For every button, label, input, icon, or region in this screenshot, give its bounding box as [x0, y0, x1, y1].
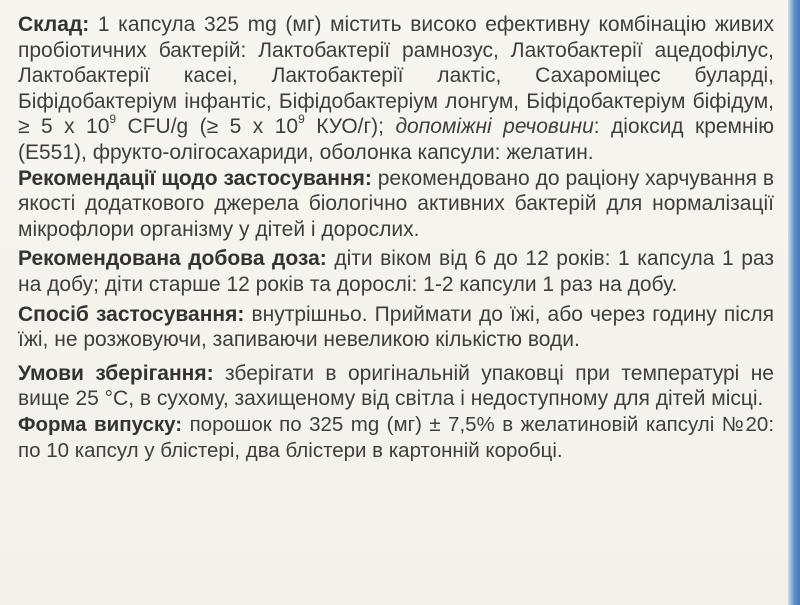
release-form-text: порошок по 325 mg (мг) ± 7,5% в желатиновій капсулі №20: по 10 капсул у блістері, два блістери в картонній коробці.	[18, 412, 775, 462]
storage-paragraph	[18, 361, 774, 412]
recommendations-text: рекомендовано до раціону харчування в якості додаткового джерела біологічно активних бактерій для нормалізації мікрофлори організму у дітей і дорослих.	[18, 166, 774, 241]
recommendations-paragraph	[18, 166, 774, 243]
composition-text-c: КУО/г);	[304, 115, 396, 139]
storage-text: зберігати в оригінальній упаковці при температурі не вище 25 °С, в сухому, захищеному від світла і недоступному для дітей місці.	[18, 361, 774, 411]
usage-text: внутрішньо. Приймати до їжі, або через годину після їжі, не розжовуючи, запиваючи невеликою кількістю води.	[18, 302, 774, 352]
excipients-label: допоміжні речовини	[395, 115, 594, 139]
composition-exponent-b: 9	[298, 112, 305, 127]
usage-paragraph	[18, 302, 774, 353]
composition-text-a: 1 капсула 325 mg (мг) містить високо ефективну комбінацію живих пробіотичних бактерій: Лактобактерії рамнозус, Лактобактерії ацедофілус, Лактобактерії касеі, Лактобактерії лактіс, Сахароміцес буларді, Біфідобактеріум інфантіс, Біфідобактеріум лонгум, Біфідобактеріум біфідум, ≥ 5 x 10	[18, 13, 774, 139]
daily-dose-text: діти віком від 6 до 12 років: 1 капсула 1 раз на добу; діти старше 12 років та дорослі: 1-2 капсули 1 раз на добу.	[18, 247, 774, 296]
daily-dose-label: Рекомендована добова доза:	[18, 247, 327, 271]
composition-text-b: CFU/g (≥ 5 x 10	[116, 115, 299, 139]
blue-box-edge	[788, 0, 800, 605]
composition-paragraph	[18, 12, 774, 166]
recommendations-label: Рекомендації щодо застосування:	[18, 166, 372, 190]
composition-text-d: : діоксид кремнію (E551), фрукто-олігосахариди, оболонка капсули: желатин.	[18, 115, 774, 164]
composition-exponent-a: 9	[109, 112, 117, 127]
label-text-block	[18, 12, 774, 463]
storage-label: Умови зберігання:	[18, 361, 214, 385]
release-form-paragraph	[18, 412, 774, 463]
daily-dose-paragraph	[18, 246, 774, 297]
composition-label: Склад:	[18, 13, 90, 36]
release-form-label: Форма випуску:	[18, 412, 183, 436]
usage-label: Спосіб застосування:	[18, 302, 245, 326]
